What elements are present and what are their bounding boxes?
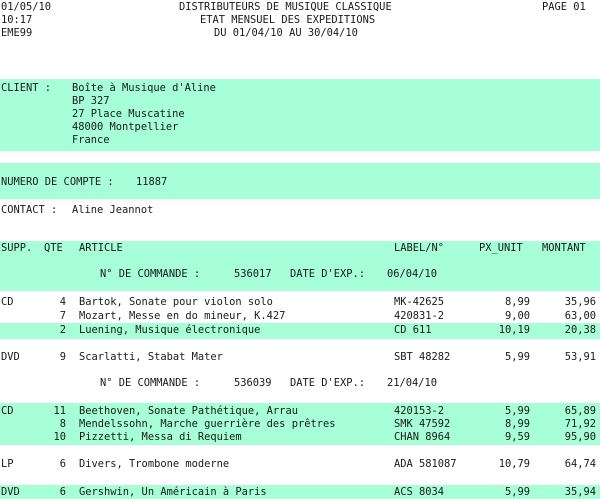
line-amount: 95,90 bbox=[564, 431, 596, 443]
line-unit-price: 8,99 bbox=[504, 418, 530, 430]
line-amount: 63,00 bbox=[564, 310, 596, 322]
line-label: ADA 581087 bbox=[394, 458, 457, 470]
line-amount: 53,91 bbox=[564, 351, 596, 363]
line-amount: 71,92 bbox=[564, 418, 596, 430]
line-qty: 6 bbox=[59, 486, 66, 498]
client-address-line: France bbox=[72, 134, 110, 146]
line-label: SMK 47592 bbox=[394, 418, 451, 430]
line-unit-price: 8,99 bbox=[504, 296, 530, 308]
line-amount: 65,89 bbox=[564, 405, 596, 417]
order-label: N° DE COMMANDE : bbox=[100, 268, 201, 280]
line-label: ACS 8034 bbox=[394, 486, 445, 498]
account-number: 11887 bbox=[136, 176, 168, 188]
col-header-unit-price: PX_UNIT bbox=[479, 242, 523, 254]
contact-label: CONTACT : bbox=[1, 204, 58, 216]
line-unit-price: 10,19 bbox=[498, 324, 530, 336]
line-support: CD bbox=[1, 296, 14, 308]
line-article: Bartok, Sonate pour violon solo bbox=[79, 296, 273, 308]
line-qty: 9 bbox=[59, 351, 66, 363]
client-name: Boîte à Musique d'Aline bbox=[72, 82, 216, 94]
col-header-label: LABEL/N° bbox=[394, 242, 445, 254]
order-number: 536017 bbox=[234, 268, 272, 280]
line-amount: 20,38 bbox=[564, 324, 596, 336]
order-label: N° DE COMMANDE : bbox=[100, 377, 201, 389]
line-support: DVD bbox=[1, 486, 20, 498]
line-label: 420153-2 bbox=[394, 405, 445, 417]
line-unit-price: 9,59 bbox=[504, 431, 530, 443]
account-label: NUMERO DE COMPTE : bbox=[1, 176, 114, 188]
contact-name: Aline Jeannot bbox=[72, 204, 154, 216]
col-header-article: ARTICLE bbox=[79, 242, 123, 254]
line-support: DVD bbox=[1, 351, 20, 363]
line-article: Luening, Musique électronique bbox=[79, 324, 261, 336]
line-article: Pizzetti, Messa di Requiem bbox=[79, 431, 242, 443]
order-number: 536039 bbox=[234, 377, 272, 389]
client-label: CLIENT : bbox=[1, 82, 52, 94]
ship-date-label: DATE D'EXP.: bbox=[290, 268, 366, 280]
line-qty: 10 bbox=[53, 431, 66, 443]
line-qty: 4 bbox=[59, 296, 66, 308]
line-unit-price: 9,00 bbox=[504, 310, 530, 322]
col-header-qty: QTE bbox=[44, 242, 63, 254]
line-label: CHAN 8964 bbox=[394, 431, 451, 443]
line-unit-price: 10,79 bbox=[498, 458, 530, 470]
line-article: Scarlatti, Stabat Mater bbox=[79, 351, 223, 363]
company-name: DISTRIBUTEURS DE MUSIQUE CLASSIQUE bbox=[179, 1, 392, 13]
line-label: 420831-2 bbox=[394, 310, 445, 322]
ship-date: 06/04/10 bbox=[387, 268, 438, 280]
report-date: 01/05/10 bbox=[1, 1, 52, 13]
line-label: CD 611 bbox=[394, 324, 432, 336]
line-qty: 6 bbox=[59, 458, 66, 470]
line-qty: 2 bbox=[59, 324, 66, 336]
line-amount: 35,94 bbox=[564, 486, 596, 498]
line-support: LP bbox=[1, 458, 14, 470]
line-unit-price: 5,99 bbox=[504, 486, 530, 498]
line-unit-price: 5,99 bbox=[504, 351, 530, 363]
line-qty: 11 bbox=[53, 405, 66, 417]
client-address-line: 48000 Montpellier bbox=[72, 121, 179, 133]
line-article: Mendelssohn, Marche guerrière des prêtres bbox=[79, 418, 336, 430]
page-number: PAGE 01 bbox=[542, 1, 586, 13]
report-time: 10:17 bbox=[1, 14, 33, 26]
line-support: CD bbox=[1, 405, 14, 417]
line-amount: 35,96 bbox=[564, 296, 596, 308]
line-label: SBT 48282 bbox=[394, 351, 451, 363]
col-header-support: SUPP. bbox=[1, 242, 33, 254]
line-article: Beethoven, Sonate Pathétique, Arrau bbox=[79, 405, 298, 417]
report-period: DU 01/04/10 AU 30/04/10 bbox=[214, 27, 358, 39]
line-unit-price: 5,99 bbox=[504, 405, 530, 417]
report-title: ETAT MENSUEL DES EXPEDITIONS bbox=[200, 14, 376, 26]
client-address-line: BP 327 bbox=[72, 95, 110, 107]
col-header-amount: MONTANT bbox=[542, 242, 586, 254]
line-qty: 7 bbox=[59, 310, 66, 322]
ship-date: 21/04/10 bbox=[387, 377, 438, 389]
line-article: Divers, Trombone moderne bbox=[79, 458, 230, 470]
line-article: Mozart, Messe en do mineur, K.427 bbox=[79, 310, 286, 322]
client-address-line: 27 Place Muscatine bbox=[72, 108, 185, 120]
line-article: Gershwin, Un Américain à Paris bbox=[79, 486, 267, 498]
line-label: MK-42625 bbox=[394, 296, 445, 308]
report-code: EME99 bbox=[1, 27, 33, 39]
ship-date-label: DATE D'EXP.: bbox=[290, 377, 366, 389]
line-amount: 64,74 bbox=[564, 458, 596, 470]
line-qty: 8 bbox=[59, 418, 66, 430]
